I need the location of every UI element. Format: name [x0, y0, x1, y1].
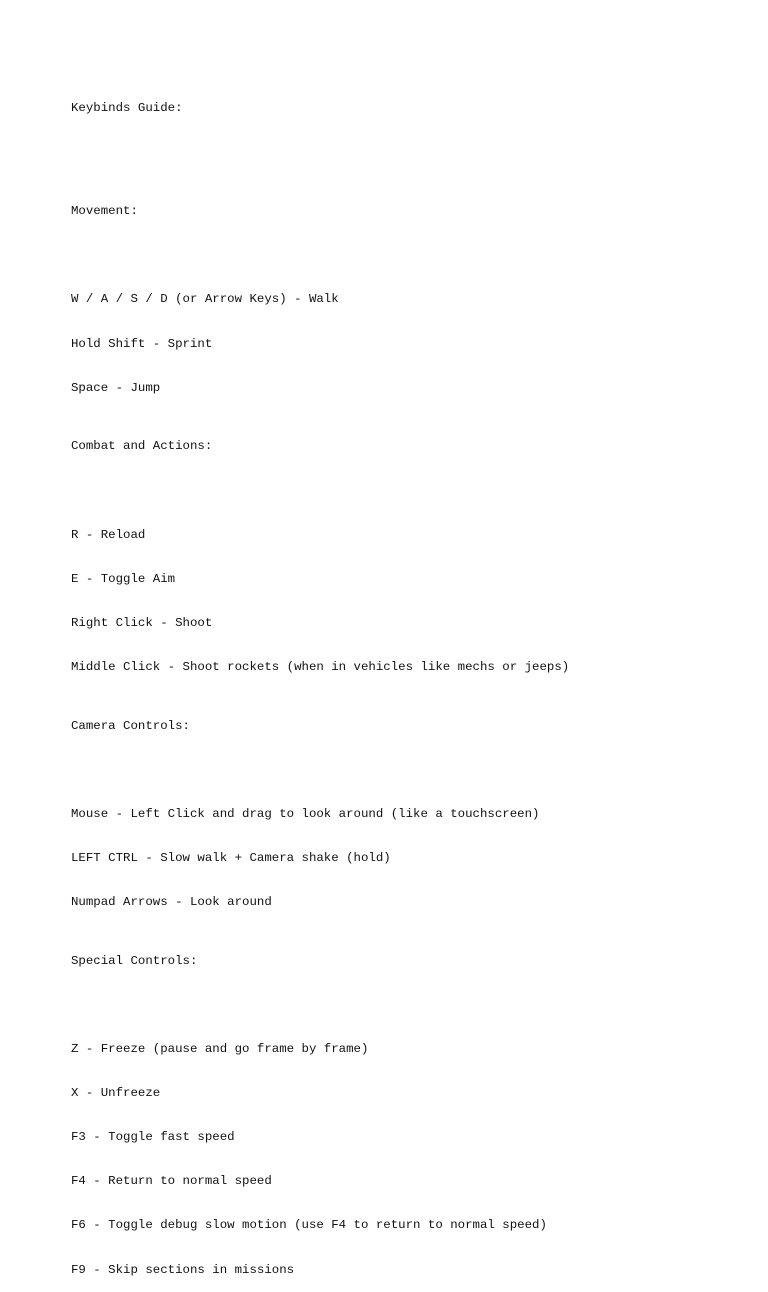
keybind-line: Numpad Arrows - Look around	[71, 895, 272, 910]
blank-line	[71, 484, 751, 499]
document-page	[71, 72, 751, 1292]
section-heading-special: Special Controls:	[71, 953, 198, 968]
section-heading-movement: Movement:	[71, 204, 138, 219]
keybind-line: LEFT CTRL - Slow walk + Camera shake (hold)	[71, 851, 391, 866]
document-title: Keybinds Guide:	[71, 101, 183, 116]
keybind-line: F6 - Toggle debug slow motion (use F4 to return to normal speed)	[71, 1218, 547, 1233]
section-heading-combat: Combat and Actions:	[71, 439, 213, 454]
keybind-line: F4 - Return to normal speed	[71, 1174, 272, 1189]
keybind-line: X - Unfreeze	[71, 1086, 161, 1101]
keybind-line: Right Click - Shoot	[71, 615, 213, 630]
blank-line	[71, 146, 751, 161]
keybind-line: Z - Freeze (pause and go frame by frame)	[71, 1042, 369, 1057]
section-heading-camera: Camera Controls:	[71, 718, 190, 733]
keybind-line: E - Toggle Aim	[71, 571, 176, 586]
keybind-line: Space - Jump	[71, 380, 161, 395]
keybind-line: Middle Click - Shoot rockets (when in vehicles like mechs or jeeps)	[71, 659, 570, 674]
keybind-line: F9 - Skip sections in missions	[71, 1262, 295, 1277]
keybind-line: W / A / S / D (or Arrow Keys) - Walk	[71, 292, 339, 307]
keybind-line: F3 - Toggle fast speed	[71, 1130, 235, 1145]
blank-line	[71, 998, 751, 1013]
keybind-line: R - Reload	[71, 527, 146, 542]
keybind-line: Mouse - Left Click and drag to look around (like a touchscreen)	[71, 806, 540, 821]
blank-line	[71, 763, 751, 778]
blank-line	[71, 248, 751, 263]
keybind-line: Hold Shift - Sprint	[71, 336, 213, 351]
